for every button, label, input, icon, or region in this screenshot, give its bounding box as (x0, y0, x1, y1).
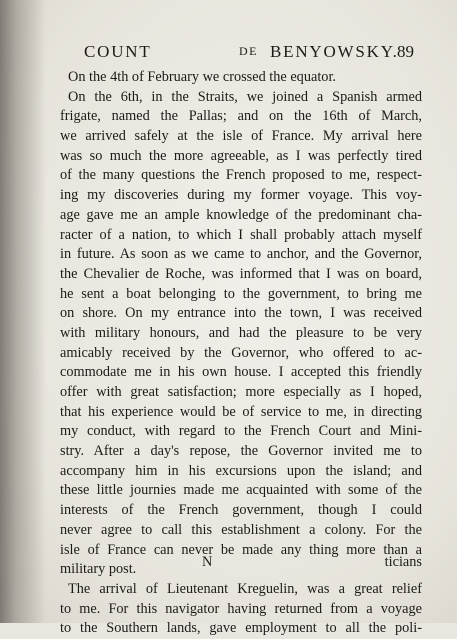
text-line: the Chevalier de Roche, was informed that I was on board, (60, 265, 422, 282)
text-line: amicably received by the Governor, who offered to ac- (60, 344, 422, 361)
text-line: these little journies made me acquainted with some of the (60, 482, 422, 499)
running-title-name: BENYOWSKY. (270, 42, 399, 61)
text-line: on shore. On my entrance into the town, I was received (60, 305, 422, 322)
running-header (84, 42, 414, 66)
paragraph (60, 88, 422, 580)
text-line: On the 4th of February we crossed the equator. (68, 69, 336, 85)
text-line: accompany him in his excursions upon the island; and (60, 462, 422, 479)
paragraph (60, 580, 422, 639)
text-line: ing my discoveries during my former voyage. This voy- (60, 187, 422, 204)
text-line: in future. As soon as we came to anchor, and the Governor, (60, 246, 422, 263)
text-line: racter of a nation, to which I shall probably attach myself (60, 226, 422, 243)
text-line: isle of France can never be made any thing more than a (60, 541, 422, 558)
text-line: offer with great satisfaction; more especially as I hoped, (60, 384, 422, 400)
text-line: that his experience would be of service to me, in directing (60, 403, 422, 420)
text-line: military post. (60, 561, 137, 578)
text-line: my conduct, with regard to the French Court and Mini- (60, 423, 422, 440)
running-title-count: COUNT (84, 42, 152, 61)
text-line: stry. After a day's repose, the Governor invited me to (60, 443, 422, 460)
page-number: 89 (397, 42, 414, 61)
catchword: ticians (384, 554, 422, 570)
text-line: The arrival of Lieutenant Kreguelin, was a great relief (68, 580, 422, 597)
paragraph (60, 68, 422, 88)
text-line: to me. For this navigator having returned from a voyage (60, 600, 422, 617)
text-line: we arrived safely at the isle of France. My arrival here (60, 128, 422, 145)
text-line: he sent a boat belonging to the government, to bring me (60, 285, 422, 302)
text-line: to the Southern lands, gave employment to all the poli- (60, 620, 422, 637)
text-line: never agree to call this establishment a colony. For the (60, 521, 422, 538)
text-line: interests of the French government, though I could (60, 502, 422, 519)
text-line: of the many questions the French proposed to me, respect- (60, 167, 422, 184)
page-footer (60, 554, 422, 574)
signature-mark: N (202, 554, 213, 570)
text-line: frigate, named the Pallas; and on the 16th of March, (60, 108, 422, 125)
text-line: age gave me an ample knowledge of the predominant cha- (60, 206, 422, 223)
text-line: with military honours, and had the pleasure to be very (60, 324, 422, 341)
text-line: was so much the more agreeable, as I was perfectly tired (60, 147, 422, 164)
text-line: On the 6th, in the Straits, we joined a Spanish armed (68, 88, 422, 105)
running-title-de: DE (239, 44, 258, 58)
text-line: commodate me in his own house. I accepted this friendly (60, 364, 422, 381)
gutter-shadow (0, 0, 46, 623)
